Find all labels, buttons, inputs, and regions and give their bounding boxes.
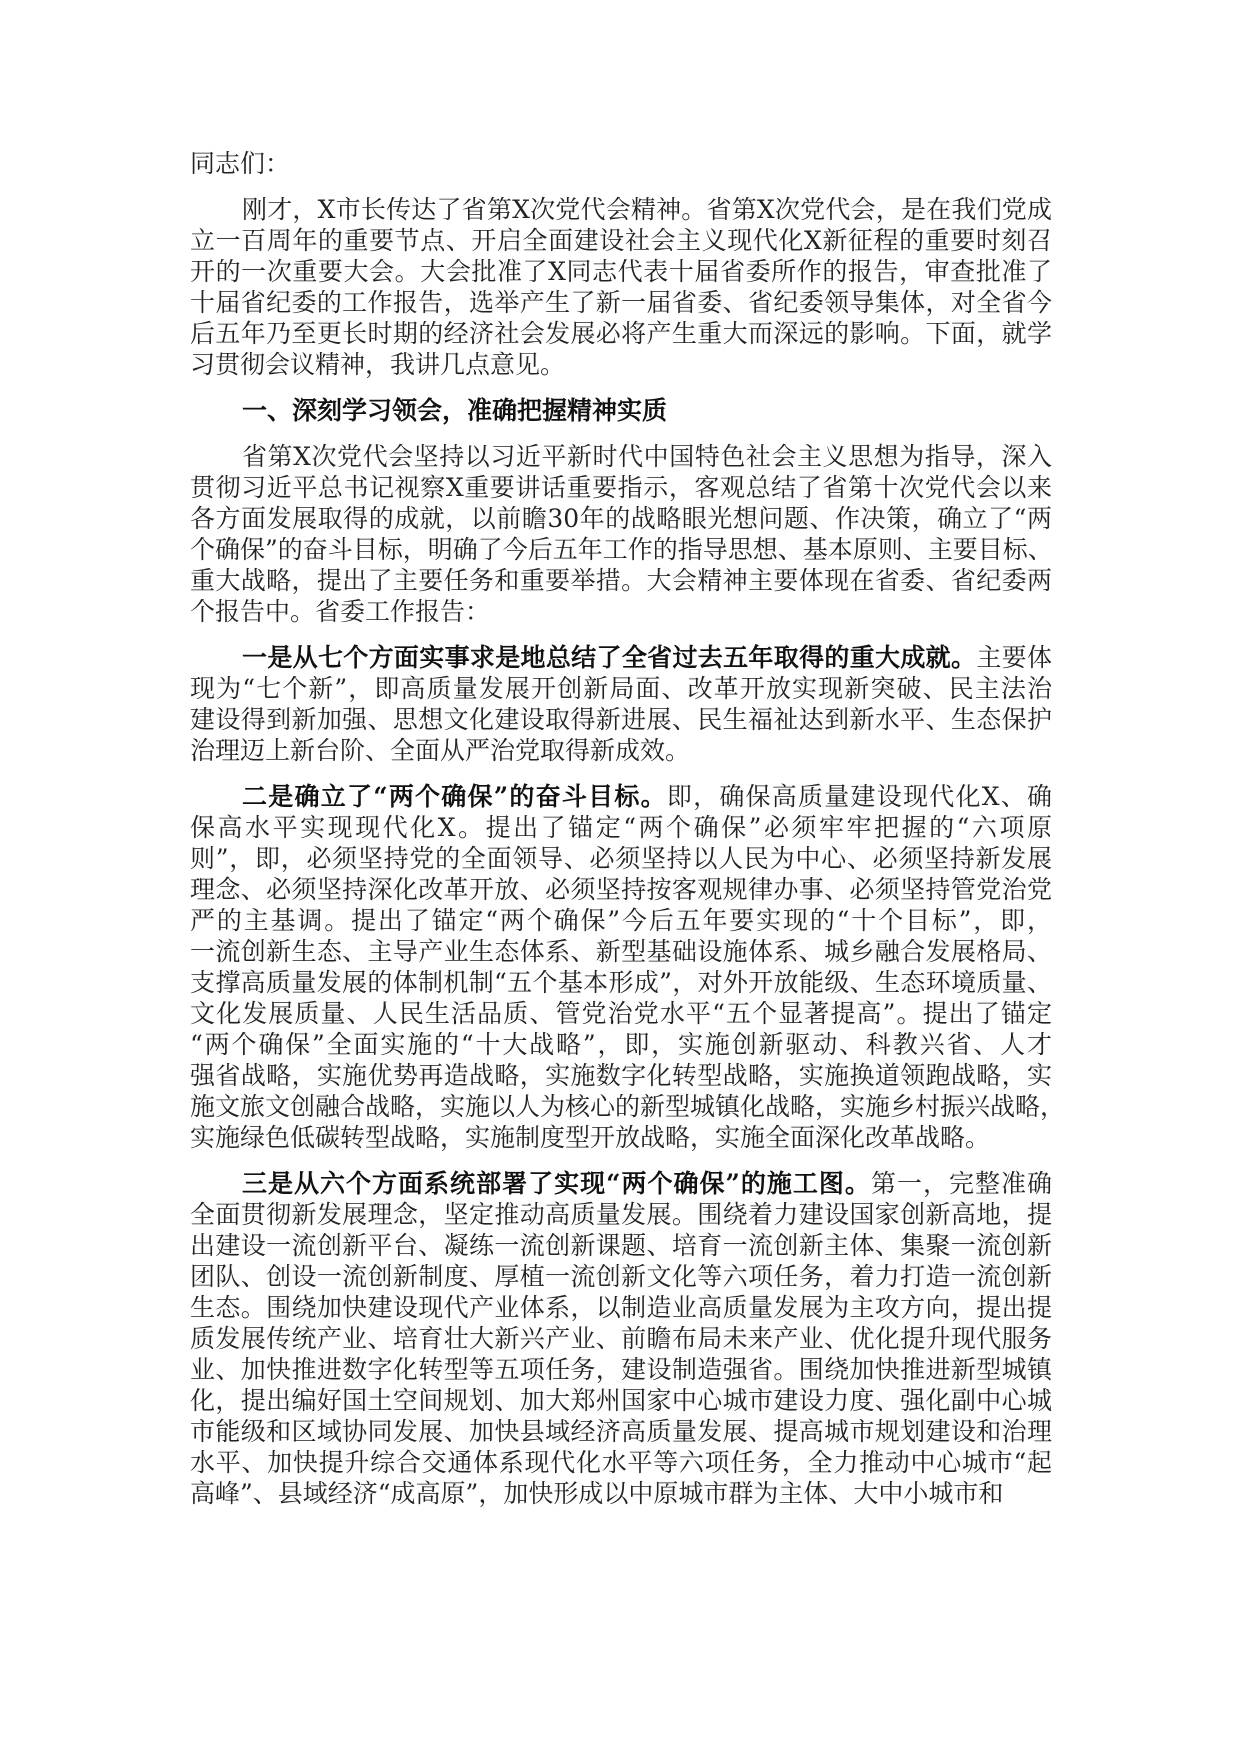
paragraph-line [190, 843, 1052, 874]
paragraph-line [190, 998, 1052, 1029]
line-text: 习贯彻会议精神，我讲几点意见。 [190, 350, 566, 379]
heading-bold: 一、深刻学习领会，准确把握精神实质 [242, 396, 668, 425]
paragraph-line [190, 441, 1052, 472]
paragraph-line [190, 1323, 1052, 1354]
line-text: 理念、必须坚持深化改革开放、必须坚持按客观规律办事、必须坚持管党治党 [190, 875, 1052, 904]
line-text: 出建设一流创新平台、凝练一流创新课题、培育一流创新主体、集聚一流创新 [190, 1231, 1052, 1260]
line-text: 个确保”的奋斗目标，明确了今后五年工作的指导思想、基本原则、主要目标、 [190, 535, 1053, 564]
line-text: 水平、加快提升综合交通体系现代化水平等六项任务，全力推动中心城市“起 [190, 1448, 1052, 1477]
line-text: 严的主基调。提出了锚定“两个确保”今后五年要实现的“十个目标”，即， [190, 906, 1052, 935]
line-text: 省第X次党代会坚持以习近平新时代中国特色社会主义思想为指导，深入 [242, 442, 1052, 471]
paragraph-line [190, 936, 1052, 967]
paragraph-line [190, 194, 1052, 225]
paragraph-line [190, 1447, 1052, 1478]
lead-sentence: 二是确立了“两个确保”的奋斗目标。 [242, 782, 667, 811]
paragraph-line [190, 1416, 1052, 1447]
paragraph-line [190, 642, 1052, 673]
line-text: 治理迈上新台阶、全面从严治党取得新成效。 [190, 736, 691, 765]
heading-text [190, 395, 1052, 426]
body-paragraph [190, 642, 1052, 766]
paragraph-line [190, 534, 1052, 565]
line-text: 重大战略，提出了主要任务和重要举措。大会精神主要体现在省委、省纪委两 [190, 566, 1052, 595]
line-text: 则”，即，必须坚持党的全面领导、必须坚持以人民为中心、必须坚持新发展 [190, 844, 1052, 873]
paragraph-line [190, 1029, 1052, 1060]
paragraph-line [190, 472, 1052, 503]
paragraph-line [190, 781, 1052, 812]
paragraph-line [190, 673, 1052, 704]
paragraph-line [190, 318, 1052, 349]
line-text: 立一百周年的重要节点、开启全面建设社会主义现代化X新征程的重要时刻召 [190, 226, 1052, 255]
paragraph-line [190, 287, 1052, 318]
paragraph-line [190, 349, 1052, 380]
line-text: 现为“七个新”，即高质量发展开创新局面、改革开放实现新突破、民主法治 [190, 674, 1052, 703]
paragraph-line [190, 1261, 1052, 1292]
paragraph-line [190, 1292, 1052, 1323]
paragraph-line [190, 503, 1052, 534]
paragraph-line [190, 565, 1052, 596]
paragraph-line [190, 735, 1052, 766]
line-text: 全面贯彻新发展理念，坚定推动高质量发展。围绕着力建设国家创新高地，提 [190, 1200, 1052, 1229]
paragraph-line [190, 1168, 1052, 1199]
line-text: 实施绿色低碳转型战略，实施制度型开放战略，实施全面深化改革战略。 [190, 1123, 991, 1152]
line-text: 生态。围绕加快建设现代产业体系，以制造业高质量发展为主攻方向，提出提 [190, 1293, 1052, 1322]
paragraph-line [190, 1478, 1052, 1509]
line-text: 团队、创设一流创新制度、厚植一流创新文化等六项任务，着力打造一流创新 [190, 1262, 1052, 1291]
body-paragraph [190, 194, 1052, 380]
line-text: 后五年乃至更长时期的经济社会发展必将产生重大而深远的影响。下面，就学 [190, 319, 1052, 348]
line-text: 即，确保高质量建设现代化X、确 [666, 782, 1052, 811]
line-text: 第一，完整准确 [870, 1169, 1052, 1198]
body-paragraph [190, 441, 1052, 627]
line-text: 质发展传统产业、培育壮大新兴产业、前瞻布局未来产业、优化提升现代服务 [190, 1324, 1052, 1353]
paragraph-line [190, 256, 1052, 287]
section-heading [190, 395, 1052, 426]
line-text: 业、加快推进数字化转型等五项任务，建设制造强省。围绕加快推进新型城镇 [190, 1355, 1052, 1384]
paragraph-line [190, 1091, 1066, 1122]
paragraph-line [190, 1060, 1052, 1091]
line-text: 十届省纪委的工作报告，选举产生了新一届省委、省纪委领导集体，对全省今 [190, 288, 1052, 317]
paragraph-line [190, 1230, 1052, 1261]
line-text: 市能级和区域协同发展、加快县域经济高质量发展、提高城市规划建设和治理 [190, 1417, 1052, 1446]
line-text: 文化发展质量、人民生活品质、管党治党水平“五个显著提高”。提出了锚定 [190, 999, 1052, 1028]
paragraph-line [190, 1199, 1052, 1230]
body-paragraph [190, 1168, 1052, 1509]
paragraph-line [190, 1385, 1052, 1416]
line-text: 各方面发展取得的成就，以前瞻30年的战略眼光想问题、作决策，确立了“两 [190, 504, 1052, 533]
line-text: 一流创新生态、主导产业生态体系、新型基础设施体系、城乡融合发展格局、 [190, 937, 1052, 966]
greeting-text: 同志们： [190, 149, 291, 178]
paragraph-line [190, 596, 1052, 627]
line-text: 施文旅文创融合战略，实施以人为核心的新型城镇化战略，实施乡村振兴战略， [190, 1092, 1066, 1121]
line-text: 支撑高质量发展的体制机制“五个基本形成”，对外开放能级、生态环境质量、 [190, 968, 1052, 997]
greeting [190, 148, 1052, 179]
line-text: 刚才，X市长传达了省第X次党代会精神。省第X次党代会，是在我们党成 [242, 195, 1052, 224]
line-text: 个报告中。省委工作报告： [190, 597, 491, 626]
paragraph-line [190, 1354, 1052, 1385]
paragraph-line [190, 1122, 1052, 1153]
line-text: 保高水平实现现代化X。提出了锚定“两个确保”必须牢牢把握的“六项原 [190, 813, 1052, 842]
line-text: 建设得到新加强、思想文化建设取得新进展、民生福祉达到新水平、生态保护 [190, 705, 1052, 734]
paragraph-line [190, 874, 1052, 905]
paragraph-line [190, 225, 1052, 256]
body-paragraph [190, 781, 1066, 1153]
paragraph-line [190, 967, 1052, 998]
line-text: 强省战略，实施优势再造战略，实施数字化转型战略，实施换道领跑战略，实 [190, 1061, 1052, 1090]
line-text: 贯彻习近平总书记视察X重要讲话重要指示，客观总结了省第十次党代会以来 [190, 473, 1052, 502]
line-text: “两个确保”全面实施的“十大战略”，即，实施创新驱动、科教兴省、人才 [190, 1030, 1052, 1059]
paragraph-line [190, 812, 1052, 843]
line-text: 高峰”、县域经济“成高原”，加快形成以中原城市群为主体、大中小城市和 [190, 1479, 1004, 1508]
lead-sentence: 三是从六个方面系统部署了实现“两个确保”的施工图。 [242, 1169, 871, 1198]
paragraph-line [190, 905, 1052, 936]
document-page [190, 148, 1066, 1524]
line-text: 化，提出编好国土空间规划、加大郑州国家中心城市建设力度、强化副中心城 [190, 1386, 1052, 1415]
line-text: 开的一次重要大会。大会批准了X同志代表十届省委所作的报告，审查批准了 [190, 257, 1052, 286]
lead-sentence: 一是从七个方面实事求是地总结了全省过去五年取得的重大成就。 [242, 643, 977, 672]
paragraph-line [190, 704, 1052, 735]
line-text: 主要体 [976, 643, 1052, 672]
